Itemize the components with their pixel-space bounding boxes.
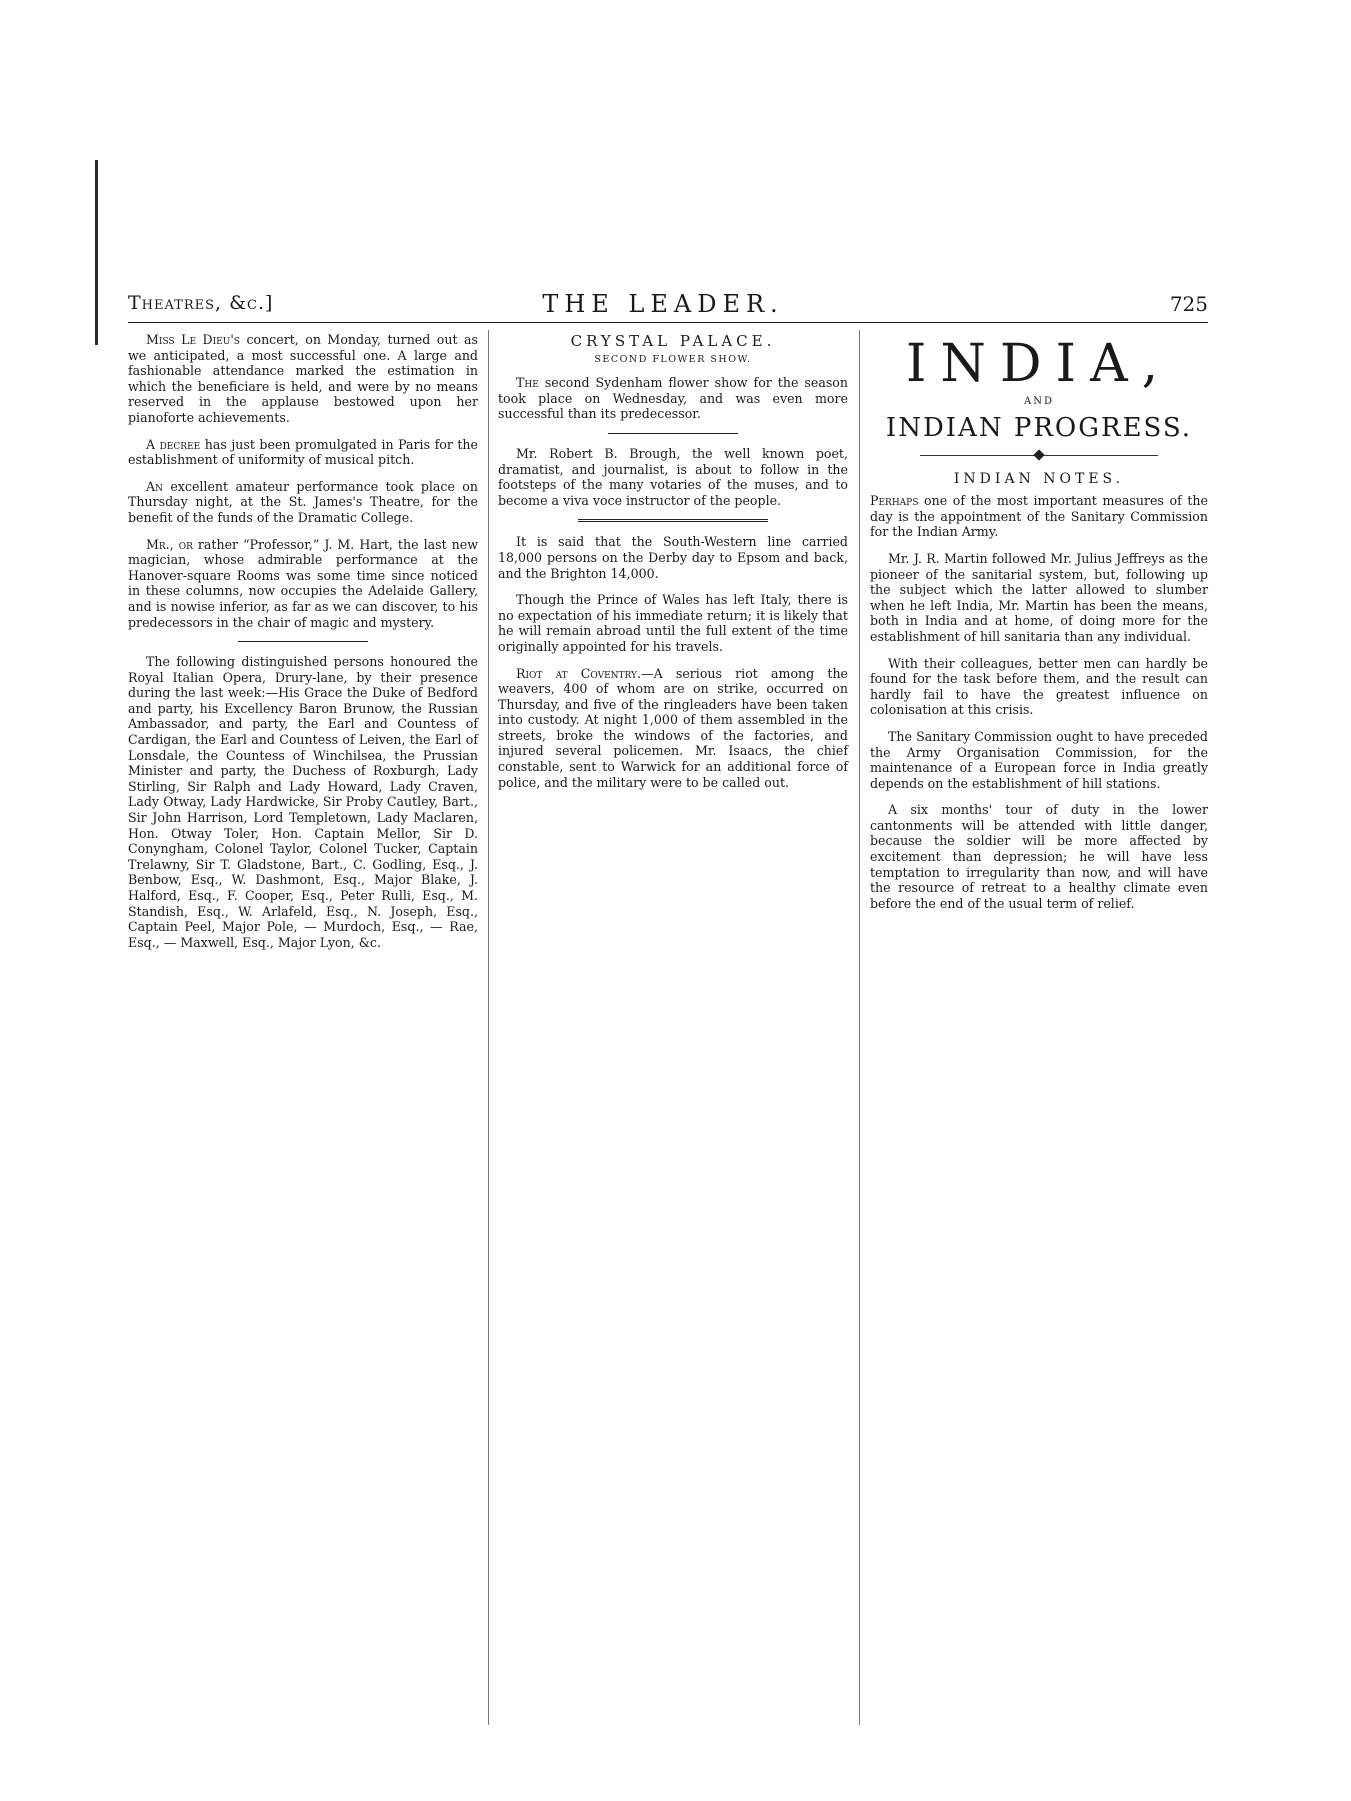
article-subtitle: SECOND FLOWER SHOW. (594, 353, 752, 365)
article-paragraph: Though the Prince of Wales has left Italy, there is no expectation of his immediate return; it is likely that he will remain abroad until the full extent of the time originally appointed for his travels. (498, 592, 848, 654)
india-heading: INDIA, (905, 334, 1173, 394)
article-paragraph: Riot at Coventry.—A serious riot among the weavers, 400 of whom are on strike, occurred on Thursday, and five of the ringleaders have been taken into custody. At night 1,000 of them assembled in the streets, broke the windows of the factories, and injured several policemen. Mr. Isaacs, the chief constable, sent to Warwick for an additional force of police, and the military were to be called out. (498, 665, 849, 790)
column-crystal-palace (498, 332, 848, 1732)
page-header (128, 290, 1208, 320)
indian-progress-heading: INDIAN PROGRESS. (885, 412, 1193, 443)
section-separator (238, 641, 368, 642)
article-paragraph: The following distinguished persons honoured the Royal Italian Opera, Drury-lane, by their presence during the last week:—His Grace the Duke of Bedford and party, his Excellency Baron Brunow, the Russian Ambassador, and party, the Earl and Countess of Cardigan, the Earl and Countess of Leiven, the Earl of Lonsdale, the Countess of Winchilsea, the Prussian Minister and party, the Duchess of Roxburgh, Lady Stirling, Sir Ralph and Lady Howard, Lady Craven, Lady Otway, Lady Hardwicke, Sir Proby Cautley, Bart., Sir John Harrison, Lord Templetown, Lady Maclaren, Hon. Otway Toler, Hon. Captain Mellor, Sir D. Conyngham, Colonel Taylor, Colonel Tucker, Captain Trelawny, Sir T. Gladstone, Bart., C. Godling, Esq., J. Benbow, Esq., W. Dashmont, Esq., Major Blake, J. Halford, Esq., F. Cooper, Esq., Peter Rulli, Esq., M. Standish, Esq., W. Arlafeld, Esq., N. Joseph, Esq., Captain Peel, Major Pole, — Murdoch, Esq., — Rae, Esq., — Maxwell, Esq., Major Lyon, &c. (128, 654, 478, 950)
article-paragraph: Mr. J. R. Martin followed Mr. Julius Jeffreys as the pioneer of the sanitarial system, but, following up the subject which the latter allowed to slumber when he left India, Mr. Martin has been the means, both in India and at home, of doing more for the establishment of hill sanitaria than any individual. (870, 550, 1208, 644)
article-paragraph: An excellent amateur performance took place on Thursday night, at the St. James's Theatre, for the benefit of the funds of the Dramatic College. (128, 478, 478, 525)
column-divider (488, 330, 489, 1725)
diamond-ornament-icon (1033, 449, 1044, 460)
article-paragraph: Miss Le Dieu's concert, on Monday, turned out as we anticipated, a most successful one. A large and fashionable attendance marked the estimation in which the beneficiare is held, and were by no means reserved in the applause bestowed upon her pianoforte achievements. (128, 332, 478, 425)
article-paragraph: Mr. Robert B. Brough, the well known poet, dramatist, and journalist, is about to follow in the footsteps of the many votaries of the muses, and to become a viva voce instructor of the people. (498, 445, 848, 508)
article-paragraph: Mr., or rather “Professor,” J. M. Hart, the last new magician, whose admirable performance at the Hanover-square Rooms was some time since noticed in these columns, now occupies the Adelaide Gallery, and is nowise inferior, as far as we can discover, to his predecessors in the chair of magic and mystery. (128, 536, 478, 630)
article-paragraph: A six months' tour of duty in the lower cantonments will be attended with little danger, because the soldier will be more affected by excitement than depression; he will have less temptation to irregularity than now, and will have the resource of retreat to a healthy climate even before the end of the usual term of relief. (870, 802, 1208, 911)
column-divider (859, 330, 860, 1725)
ornamental-rule (920, 450, 1158, 462)
section-label: Theatres, &c.] (128, 292, 274, 314)
article-paragraph: Perhaps one of the most important measures of the day is the appointment of the Sanitary Commission for the Indian Army. (870, 493, 1208, 540)
column-india (870, 332, 1208, 1732)
header-rule (128, 322, 1208, 323)
column-theatres (128, 332, 478, 1732)
article-title: CRYSTAL PALACE. (570, 332, 776, 350)
heading-and: AND (1024, 396, 1054, 407)
article-paragraph: With their colleagues, better men can hardly be found for the task before them, and the result can hardly fail to have the greatest influence on colonisation at this crisis. (870, 655, 1208, 718)
newspaper-title: THE LEADER. (542, 290, 784, 318)
article-paragraph: A decree has just been promulgated in Paris for the establishment of uniformity of musical pitch. (128, 436, 478, 468)
article-paragraph: The Sanitary Commission ought to have preceded the Army Organisation Commission, for the maintenance of a European force in India greatly depends on the establishment of hill stations. (870, 728, 1208, 791)
article-paragraph: The second Sydenham flower show for the season took place on Wednesday, and was even more successful than its predecessor. (498, 375, 848, 422)
indian-notes-title: INDIAN NOTES. (953, 470, 1125, 487)
section-separator (578, 519, 768, 522)
section-separator (608, 433, 738, 434)
article-paragraph: It is said that the South-Western line carried 18,000 persons on the Derby day to Epsom and back, and the Brighton 14,000. (498, 534, 848, 581)
page-number: 725 (1169, 292, 1208, 316)
page-edge-line (95, 160, 98, 345)
